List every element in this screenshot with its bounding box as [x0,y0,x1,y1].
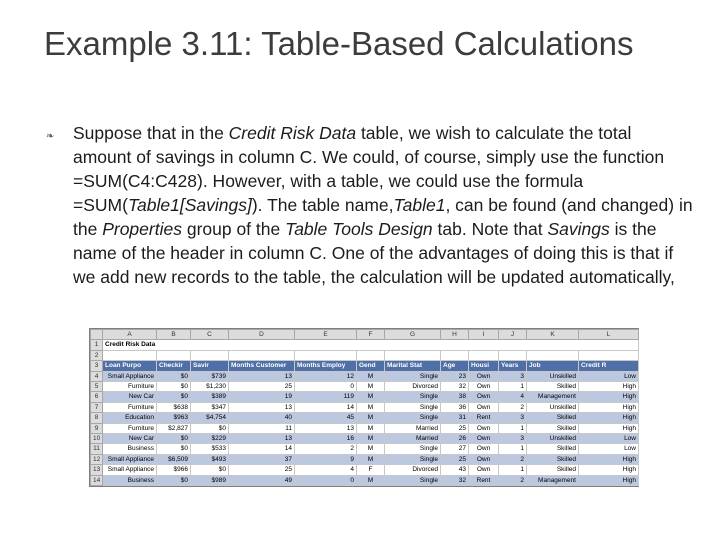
table-cell[interactable]: 119 [295,392,357,402]
table-cell[interactable]: 12 [295,371,357,381]
slide-title: Example 3.11: Table-Based Calculations [44,25,634,62]
table-cell[interactable]: 1 [499,382,527,392]
table-cell[interactable]: 37 [229,454,295,464]
table-cell[interactable]: Skilled [527,413,579,423]
table-cell[interactable]: New Car [103,434,157,444]
row-number[interactable]: 7 [91,402,103,412]
table-cell[interactable]: Married [385,423,441,433]
table-cell[interactable]: Single [385,444,441,454]
table-cell[interactable]: 16 [295,434,357,444]
table-cell[interactable]: $638 [157,402,191,412]
text-run-italic: Credit Risk Data [228,123,357,143]
table-cell[interactable]: $0 [157,392,191,402]
table-cell[interactable]: New Car [103,392,157,402]
table-cell[interactable]: M [357,475,385,485]
table-cell[interactable]: $1,230 [191,382,229,392]
row-number[interactable]: 13 [91,465,103,475]
row-number[interactable]: 3 [91,361,103,371]
table-cell[interactable]: 31 [441,413,469,423]
table-cell[interactable]: $0 [191,465,229,475]
row-number[interactable]: 14 [91,475,103,485]
table-cell[interactable]: $963 [157,413,191,423]
table-cell[interactable]: Married [385,434,441,444]
table-cell[interactable]: 3 [499,413,527,423]
table-cell[interactable]: M [357,402,385,412]
table-row [91,454,639,464]
table-cell[interactable]: Unskilled [527,434,579,444]
table-cell[interactable]: High [579,402,639,412]
table-cell[interactable]: Single [385,475,441,485]
table-row [91,371,639,381]
table-cell[interactable]: Business [103,444,157,454]
table-cell[interactable]: 2 [295,444,357,454]
table-cell[interactable]: Skilled [527,465,579,475]
table-cell[interactable]: $0 [157,382,191,392]
empty-cell[interactable] [295,350,357,360]
row-number[interactable]: 9 [91,423,103,433]
table-header-cell[interactable]: Checkir [157,361,191,371]
table-cell[interactable]: M [357,371,385,381]
table-cell[interactable]: Unskilled [527,371,579,381]
table-row [91,413,639,423]
row-number[interactable]: 5 [91,382,103,392]
text-run-italic: Table1[Savings] [127,195,252,215]
table-cell[interactable]: High [579,475,639,485]
table-cell[interactable]: Own [469,382,499,392]
table-cell[interactable]: High [579,413,639,423]
table-cell[interactable]: 1 [499,423,527,433]
column-letter[interactable]: I [469,330,499,340]
table-row [91,444,639,454]
row-number[interactable]: 4 [91,371,103,381]
table-cell[interactable]: Rent [469,413,499,423]
text-run: tab. Note that [432,219,548,239]
text-run-italic: Table Tools Design [285,219,433,239]
table-row [91,382,639,392]
table-cell[interactable]: 32 [441,382,469,392]
text-run-italic: Table1 [393,195,446,215]
table-cell[interactable]: $989 [191,475,229,485]
table-cell[interactable]: $966 [157,465,191,475]
text-run: Suppose that in the [73,123,229,143]
table-row [91,465,639,475]
empty-cell[interactable] [499,350,527,360]
table-cell[interactable]: Skilled [527,423,579,433]
table-cell[interactable]: High [579,392,639,402]
table-cell[interactable]: M [357,382,385,392]
table-cell[interactable]: Business [103,475,157,485]
empty-cell[interactable] [191,350,229,360]
table-cell[interactable]: M [357,423,385,433]
column-letter[interactable]: E [295,330,357,340]
table-cell[interactable]: 14 [229,444,295,454]
table-cell[interactable]: Furniture [103,423,157,433]
table-cell[interactable]: Divorced [385,382,441,392]
table-cell[interactable]: Single [385,413,441,423]
table-cell[interactable]: 11 [229,423,295,433]
table-cell[interactable]: 38 [441,392,469,402]
bullet-text [73,121,693,289]
empty-cell[interactable] [441,350,469,360]
table-row [91,423,639,433]
table-cell[interactable]: Divorced [385,465,441,475]
table-cell[interactable]: Rent [469,475,499,485]
table-row [91,434,639,444]
table-cell[interactable]: F [357,465,385,475]
table-cell[interactable]: $389 [191,392,229,402]
sheet-row [91,350,639,360]
column-letter[interactable]: G [385,330,441,340]
table-cell[interactable]: Small Appliance [103,371,157,381]
table-cell[interactable]: Skilled [527,454,579,464]
table-cell[interactable]: $229 [191,434,229,444]
table-cell[interactable]: 19 [229,392,295,402]
table-cell[interactable]: M [357,392,385,402]
table-header-cell[interactable]: Age [441,361,469,371]
table-header-cell[interactable]: Months Customer [229,361,295,371]
table-cell[interactable]: 25 [441,423,469,433]
select-all-corner[interactable] [91,330,103,340]
table-cell[interactable]: Small Appliance [103,454,157,464]
table-cell[interactable]: 25 [229,382,295,392]
column-letter[interactable]: J [499,330,527,340]
table-header-cell[interactable]: Months Employ [295,361,357,371]
table-cell[interactable]: Low [579,371,639,381]
table-cell[interactable]: Small Appliance [103,465,157,475]
table-cell[interactable]: $739 [191,371,229,381]
table-cell[interactable]: 23 [441,371,469,381]
table-cell[interactable]: 13 [229,371,295,381]
table-cell[interactable]: High [579,382,639,392]
table-cell[interactable]: 26 [441,434,469,444]
table-cell[interactable]: 49 [229,475,295,485]
table-cell[interactable]: $533 [191,444,229,454]
table-cell[interactable]: 2 [499,402,527,412]
table-cell[interactable]: Furniture [103,402,157,412]
table-cell[interactable]: 1 [499,444,527,454]
table-header-cell[interactable]: Loan Purpo [103,361,157,371]
table-cell[interactable]: High [579,454,639,464]
table-cell[interactable]: $493 [191,454,229,464]
column-letter[interactable]: B [157,330,191,340]
column-letter[interactable]: F [357,330,385,340]
table-cell[interactable]: 0 [295,382,357,392]
column-letter[interactable]: A [103,330,157,340]
table-cell[interactable]: Skilled [527,444,579,454]
column-letter[interactable]: H [441,330,469,340]
text-run-italic: Savings [547,219,610,239]
table-cell[interactable]: 9 [295,454,357,464]
table-cell[interactable]: Furniture [103,382,157,392]
table-cell[interactable]: 1 [499,465,527,475]
table-cell[interactable]: M [357,434,385,444]
table-cell[interactable]: Skilled [527,382,579,392]
table-header-cell[interactable]: Credit R [579,361,639,371]
row-number[interactable]: 2 [91,350,103,360]
bullet-icon: ❧ [46,131,55,142]
table-cell[interactable]: 14 [295,402,357,412]
table-cell[interactable]: 45 [295,413,357,423]
table-cell[interactable]: $2,827 [157,423,191,433]
empty-cell[interactable] [527,350,579,360]
table-cell[interactable]: 36 [441,402,469,412]
table-cell[interactable]: $0 [191,423,229,433]
table-cell[interactable]: Own [469,371,499,381]
spreadsheet-screenshot [89,328,639,487]
table-cell[interactable]: $6,509 [157,454,191,464]
table-cell[interactable]: 25 [441,454,469,464]
table-cell[interactable]: $347 [191,402,229,412]
table-cell[interactable]: $0 [157,371,191,381]
table-cell[interactable]: 3 [499,371,527,381]
table-cell[interactable]: 2 [499,454,527,464]
table-cell[interactable]: Low [579,444,639,454]
text-run: ). The table name, [251,195,394,215]
column-header-row [91,330,639,340]
table-cell[interactable]: Management [527,475,579,485]
table-cell[interactable]: 13 [295,423,357,433]
table-cell[interactable]: 40 [229,413,295,423]
table-cell[interactable]: 2 [499,475,527,485]
table-cell[interactable]: Single [385,371,441,381]
table-cell[interactable]: 4 [499,392,527,402]
empty-cell[interactable] [103,350,157,360]
table-row [91,475,639,485]
column-letter[interactable]: D [229,330,295,340]
table-cell[interactable]: 43 [441,465,469,475]
table-cell[interactable]: Own [469,434,499,444]
table-cell[interactable]: M [357,454,385,464]
empty-cell[interactable] [357,350,385,360]
column-letter[interactable]: C [191,330,229,340]
row-number[interactable]: 6 [91,392,103,402]
table-cell[interactable]: 27 [441,444,469,454]
column-letter[interactable]: K [527,330,579,340]
text-run-italic: Properties [102,219,182,239]
table-cell[interactable]: High [579,465,639,475]
table-cell[interactable]: $0 [157,444,191,454]
table-cell[interactable]: $0 [157,434,191,444]
table-cell[interactable]: Own [469,402,499,412]
table-cell[interactable]: Low [579,434,639,444]
table-cell[interactable]: Single [385,402,441,412]
empty-cell[interactable] [385,350,441,360]
table-header-cell[interactable]: Savir [191,361,229,371]
table-cell[interactable]: Own [469,465,499,475]
table-cell[interactable]: Single [385,392,441,402]
table-cell[interactable]: 0 [295,475,357,485]
table-row [91,392,639,402]
row-number[interactable]: 1 [91,340,103,350]
table-cell[interactable]: Own [469,423,499,433]
text-run: , can be found (and changed) in the [73,195,693,239]
table-header-cell[interactable]: Marital Stat [385,361,441,371]
table-cell[interactable]: 13 [229,402,295,412]
table-header-row [91,361,639,371]
table-header-cell[interactable]: Years [499,361,527,371]
text-run: is the name of the header in column C. One of the advantages of doing this is that if we add new records to the table, the calculation will be updated automatically, [73,219,675,287]
table-cell[interactable]: 3 [499,434,527,444]
row-number[interactable]: 12 [91,454,103,464]
table-header-cell[interactable]: Housi [469,361,499,371]
sheet-row [91,340,639,350]
column-letter[interactable]: L [579,330,639,340]
table-cell[interactable]: Own [469,392,499,402]
text-run: table, we wish to calculate the total amount of savings in column C. We could, of course, simply use the function =SUM(C4:C428). However, with a table, we could use the formula =SUM( [73,123,665,215]
empty-cell[interactable] [579,350,639,360]
table-cell[interactable]: M [357,413,385,423]
table-cell[interactable]: Own [469,444,499,454]
table-cell[interactable]: 32 [441,475,469,485]
table-cell[interactable]: 25 [229,465,295,475]
table-cell[interactable]: Single [385,454,441,464]
row-number[interactable]: 8 [91,413,103,423]
table-cell[interactable]: 4 [295,465,357,475]
row-number[interactable]: 11 [91,444,103,454]
spreadsheet-grid [90,329,639,486]
table-cell[interactable]: Education [103,413,157,423]
empty-cell[interactable] [229,350,295,360]
table-cell[interactable]: High [579,423,639,433]
empty-cell[interactable] [469,350,499,360]
text-run: group of the [181,219,286,239]
table-cell[interactable]: M [357,444,385,454]
table-cell[interactable]: $4,754 [191,413,229,423]
table-cell[interactable]: $0 [157,475,191,485]
table-cell[interactable]: Unskilled [527,402,579,412]
table-cell[interactable]: Own [469,454,499,464]
row-number[interactable]: 10 [91,434,103,444]
table-row [91,402,639,412]
empty-cell[interactable] [157,350,191,360]
table-header-cell[interactable]: Job [527,361,579,371]
sheet-title-cell[interactable]: Credit Risk Data [103,340,639,350]
table-header-cell[interactable]: Gend [357,361,385,371]
table-cell[interactable]: 13 [229,434,295,444]
table-cell[interactable]: Management [527,392,579,402]
